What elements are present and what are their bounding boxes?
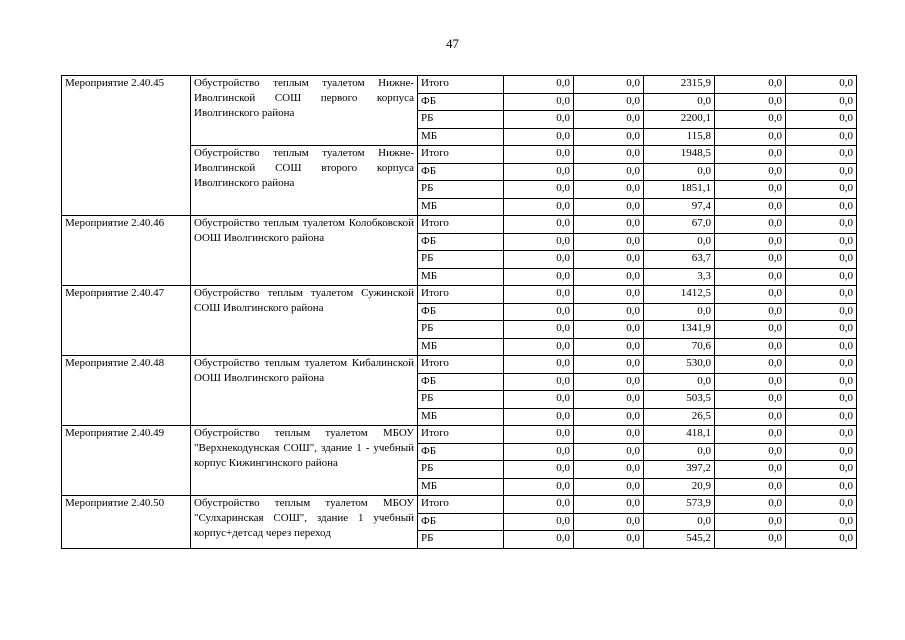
value-cell: 0,0 [715,461,786,479]
value-cell: 0,0 [574,426,644,444]
value-cell: 0,0 [504,513,574,531]
value-cell: 0,0 [504,251,574,269]
funding-source-cell: МБ [418,268,504,286]
value-cell: 3,3 [644,268,715,286]
value-cell: 0,0 [786,268,857,286]
funding-source-cell: ФБ [418,303,504,321]
funding-source-cell: Итого [418,286,504,304]
value-cell: 0,0 [715,513,786,531]
value-cell: 0,0 [786,93,857,111]
value-cell: 0,0 [574,111,644,129]
value-cell: 0,0 [504,426,574,444]
value-cell: 0,0 [715,268,786,286]
description-cell: Обустройство теплым туалетом МБОУ "Верхнекодунская СОШ", здание 1 - учебный корпус Кижингинского района [191,426,418,496]
value-cell: 0,0 [504,198,574,216]
table-row [62,496,857,514]
value-cell: 0,0 [786,356,857,374]
value-cell: 0,0 [786,251,857,269]
value-cell: 0,0 [786,198,857,216]
value-cell: 0,0 [644,233,715,251]
value-cell: 0,0 [786,111,857,129]
funding-source-cell: ФБ [418,373,504,391]
value-cell: 0,0 [574,531,644,549]
value-cell: 0,0 [574,216,644,234]
description-cell: Обустройство теплым туалетом Сужинской СОШ Иволгинского района [191,286,418,356]
value-cell: 0,0 [504,408,574,426]
value-cell: 0,0 [504,286,574,304]
table-row [62,216,857,234]
funding-source-cell: РБ [418,321,504,339]
funding-source-cell: ФБ [418,233,504,251]
value-cell: 0,0 [574,373,644,391]
table-row [62,286,857,304]
value-cell: 0,0 [504,321,574,339]
value-cell: 503,5 [644,391,715,409]
funding-source-cell: РБ [418,251,504,269]
value-cell: 1851,1 [644,181,715,199]
value-cell: 0,0 [574,321,644,339]
value-cell: 0,0 [504,181,574,199]
description-cell: Обустройство теплым туалетом Колобковской ООШ Иволгинского района [191,216,418,286]
value-cell: 70,6 [644,338,715,356]
value-cell: 0,0 [504,496,574,514]
value-cell: 0,0 [715,233,786,251]
value-cell: 0,0 [715,391,786,409]
value-cell: 0,0 [715,198,786,216]
value-cell: 418,1 [644,426,715,444]
value-cell: 0,0 [715,146,786,164]
value-cell: 0,0 [786,391,857,409]
value-cell: 2200,1 [644,111,715,129]
value-cell: 530,0 [644,356,715,374]
table-row [62,76,857,94]
value-cell: 0,0 [504,163,574,181]
value-cell: 0,0 [504,478,574,496]
value-cell: 0,0 [644,373,715,391]
value-cell: 0,0 [504,268,574,286]
value-cell: 0,0 [504,461,574,479]
budget-table-body [62,76,857,549]
event-cell: Мероприятие 2.40.49 [62,426,191,496]
description-cell: Обустройство теплым туалетом Нижне-Иволгинской СОШ первого корпуса Иволгинского района [191,76,418,146]
value-cell: 0,0 [574,303,644,321]
table-row [62,426,857,444]
funding-source-cell: МБ [418,198,504,216]
value-cell: 97,4 [644,198,715,216]
value-cell: 0,0 [574,443,644,461]
value-cell: 0,0 [504,443,574,461]
value-cell: 0,0 [504,303,574,321]
event-cell: Мероприятие 2.40.48 [62,356,191,426]
value-cell: 0,0 [574,356,644,374]
value-cell: 0,0 [786,216,857,234]
value-cell: 0,0 [574,146,644,164]
value-cell: 0,0 [574,181,644,199]
value-cell: 0,0 [504,93,574,111]
value-cell: 0,0 [715,286,786,304]
value-cell: 545,2 [644,531,715,549]
value-cell: 0,0 [786,321,857,339]
description-cell: Обустройство теплым туалетом МБОУ "Сулхаринская СОШ", здание 1 учебный корпус+детсад через переход [191,496,418,549]
value-cell: 0,0 [504,391,574,409]
value-cell: 20,9 [644,478,715,496]
value-cell: 0,0 [786,478,857,496]
event-cell: Мероприятие 2.40.46 [62,216,191,286]
value-cell: 0,0 [715,216,786,234]
value-cell: 0,0 [574,268,644,286]
value-cell: 0,0 [574,338,644,356]
value-cell: 0,0 [574,76,644,94]
value-cell: 0,0 [786,496,857,514]
funding-source-cell: МБ [418,478,504,496]
value-cell: 0,0 [715,426,786,444]
value-cell: 0,0 [786,233,857,251]
value-cell: 0,0 [786,303,857,321]
value-cell: 0,0 [644,443,715,461]
value-cell: 0,0 [574,461,644,479]
value-cell: 0,0 [715,338,786,356]
value-cell: 0,0 [504,146,574,164]
value-cell: 0,0 [715,163,786,181]
value-cell: 0,0 [644,93,715,111]
funding-source-cell: МБ [418,128,504,146]
value-cell: 115,8 [644,128,715,146]
funding-source-cell: Итого [418,426,504,444]
value-cell: 573,9 [644,496,715,514]
value-cell: 0,0 [504,76,574,94]
event-cell: Мероприятие 2.40.47 [62,286,191,356]
value-cell: 0,0 [786,513,857,531]
value-cell: 0,0 [574,496,644,514]
funding-source-cell: Итого [418,216,504,234]
funding-source-cell: Итого [418,356,504,374]
value-cell: 0,0 [715,303,786,321]
value-cell: 397,2 [644,461,715,479]
funding-source-cell: РБ [418,181,504,199]
funding-source-cell: Итого [418,146,504,164]
value-cell: 0,0 [786,426,857,444]
value-cell: 0,0 [715,251,786,269]
value-cell: 0,0 [574,286,644,304]
value-cell: 0,0 [715,181,786,199]
funding-source-cell: МБ [418,338,504,356]
value-cell: 0,0 [786,408,857,426]
value-cell: 0,0 [786,181,857,199]
value-cell: 0,0 [504,233,574,251]
funding-source-cell: Итого [418,496,504,514]
value-cell: 0,0 [574,408,644,426]
value-cell: 0,0 [715,496,786,514]
value-cell: 0,0 [574,198,644,216]
funding-source-cell: РБ [418,391,504,409]
value-cell: 0,0 [715,373,786,391]
value-cell: 0,0 [504,356,574,374]
value-cell: 0,0 [504,128,574,146]
page-number: 47 [446,36,459,51]
value-cell: 0,0 [786,128,857,146]
funding-source-cell: Итого [418,76,504,94]
funding-source-cell: ФБ [418,93,504,111]
value-cell: 0,0 [574,128,644,146]
funding-source-cell: ФБ [418,163,504,181]
value-cell: 26,5 [644,408,715,426]
value-cell: 0,0 [644,303,715,321]
value-cell: 63,7 [644,251,715,269]
value-cell: 0,0 [715,478,786,496]
event-cell: Мероприятие 2.40.50 [62,496,191,549]
value-cell: 2315,9 [644,76,715,94]
funding-source-cell: РБ [418,531,504,549]
budget-table [61,75,857,549]
value-cell: 0,0 [504,531,574,549]
value-cell: 0,0 [504,216,574,234]
value-cell: 0,0 [504,373,574,391]
value-cell: 1412,5 [644,286,715,304]
value-cell: 67,0 [644,216,715,234]
value-cell: 0,0 [715,321,786,339]
value-cell: 0,0 [786,286,857,304]
value-cell: 0,0 [786,531,857,549]
funding-source-cell: ФБ [418,443,504,461]
value-cell: 0,0 [574,478,644,496]
table-row [62,356,857,374]
value-cell: 0,0 [504,338,574,356]
value-cell: 0,0 [715,356,786,374]
value-cell: 0,0 [715,76,786,94]
value-cell: 0,0 [786,146,857,164]
funding-source-cell: МБ [418,408,504,426]
value-cell: 0,0 [715,128,786,146]
value-cell: 0,0 [715,443,786,461]
value-cell: 0,0 [715,93,786,111]
funding-source-cell: ФБ [418,513,504,531]
value-cell: 0,0 [644,163,715,181]
description-cell: Обустройство теплым туалетом Кибалинской ООШ Иволгинского района [191,356,418,426]
value-cell: 1948,5 [644,146,715,164]
value-cell: 0,0 [786,338,857,356]
funding-source-cell: РБ [418,111,504,129]
value-cell: 0,0 [715,408,786,426]
value-cell: 0,0 [715,111,786,129]
value-cell: 0,0 [574,163,644,181]
value-cell: 0,0 [574,513,644,531]
event-cell: Мероприятие 2.40.45 [62,76,191,216]
value-cell: 0,0 [786,76,857,94]
value-cell: 0,0 [574,233,644,251]
value-cell: 0,0 [786,443,857,461]
value-cell: 0,0 [786,373,857,391]
value-cell: 0,0 [574,251,644,269]
value-cell: 0,0 [715,531,786,549]
funding-source-cell: РБ [418,461,504,479]
value-cell: 0,0 [644,513,715,531]
value-cell: 0,0 [786,163,857,181]
value-cell: 0,0 [504,111,574,129]
value-cell: 1341,9 [644,321,715,339]
value-cell: 0,0 [574,391,644,409]
value-cell: 0,0 [574,93,644,111]
description-cell: Обустройство теплым туалетом Нижне-Иволгинской СОШ второго корпуса Иволгинского района [191,146,418,216]
value-cell: 0,0 [786,461,857,479]
